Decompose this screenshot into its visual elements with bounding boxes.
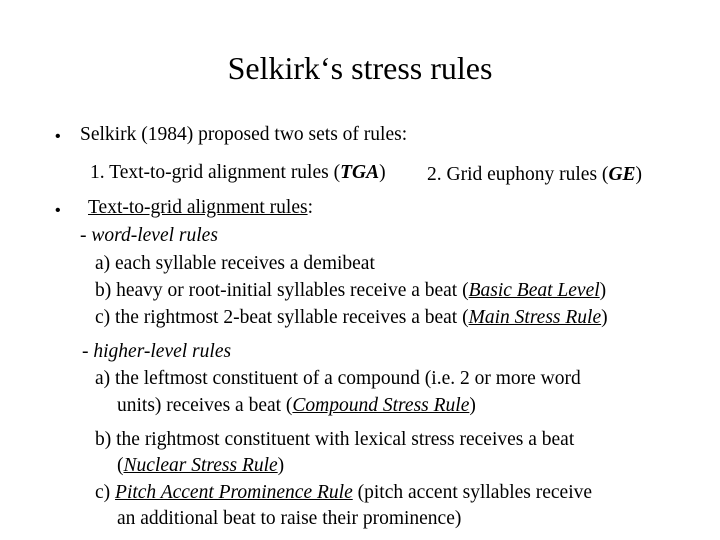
word-level-rule-b: b) heavy or root-initial syllables receive a beat (Basic Beat Level) — [95, 280, 607, 301]
basic-beat-level-term: Basic Beat Level — [468, 280, 600, 301]
higher-level-rule-b-line1: b) the rightmost constituent with lexical stress receives a beat — [95, 429, 575, 450]
bullet-marker: • — [55, 202, 61, 219]
slide-title: Selkirk‘s stress rules — [227, 50, 493, 86]
bullet-1-text: Selkirk (1984) proposed two sets of rules: — [80, 124, 408, 145]
ge-abbreviation: GE — [608, 164, 636, 185]
rule-set-1: 1. Text-to-grid alignment rules (TGA) — [90, 162, 386, 183]
word-level-label: - word-level rules — [80, 225, 218, 246]
higher-level-label: - higher-level rules — [82, 341, 232, 362]
tga-abbreviation: TGA — [340, 162, 380, 183]
word-level-rule-c: c) the rightmost 2-beat syllable receives a beat (Main Stress Rule) — [95, 307, 608, 328]
higher-level-rule-a-line2: units) receives a beat (Compound Stress Rule) — [117, 395, 476, 416]
compound-stress-rule-term: Compound Stress Rule — [292, 395, 470, 416]
bullet-2-heading: Text-to-grid alignment rules: — [88, 197, 313, 218]
bullet-marker: • — [55, 128, 61, 145]
higher-level-rule-a-line1: a) the leftmost constituent of a compound (i.e. 2 or more word — [95, 368, 581, 389]
higher-level-rule-c-line2: an additional beat to raise their prominence) — [117, 508, 462, 529]
pitch-accent-prominence-rule-term: Pitch Accent Prominence Rule — [115, 482, 353, 503]
rule-set-2: 2. Grid euphony rules (GE) — [427, 164, 643, 185]
nuclear-stress-rule-term: Nuclear Stress Rule — [123, 455, 278, 476]
higher-level-rule-c-line1: c) Pitch Accent Prominence Rule (pitch accent syllables receive — [95, 482, 593, 503]
main-stress-rule-term: Main Stress Rule — [468, 307, 602, 328]
word-level-rule-a: a) each syllable receives a demibeat — [95, 253, 375, 274]
higher-level-rule-b-line2: (Nuclear Stress Rule) — [117, 455, 285, 476]
